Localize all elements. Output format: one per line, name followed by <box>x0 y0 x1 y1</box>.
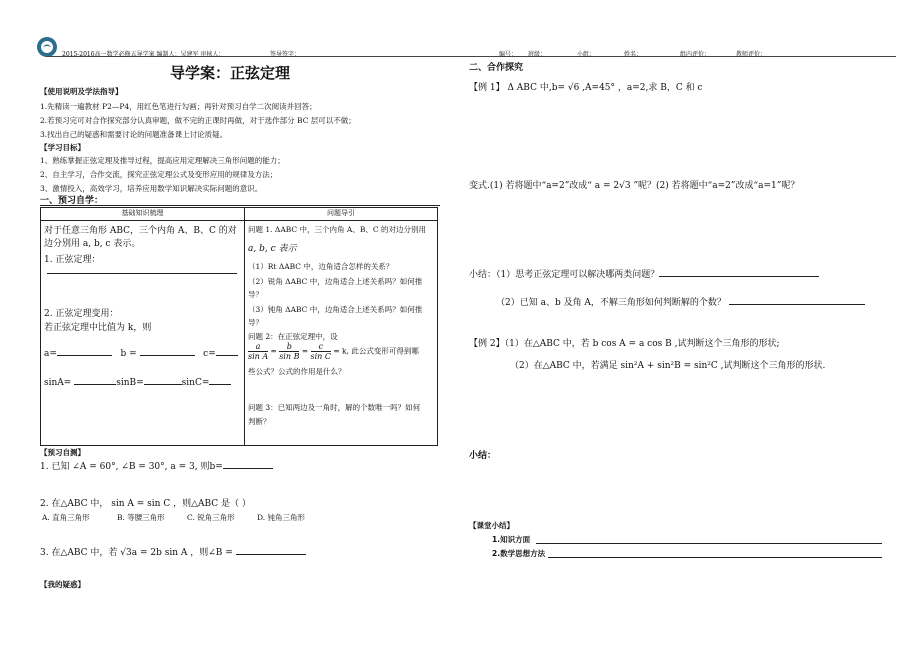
summary-1b: （2）已知 a、b 及角 A，不解三角形如何判断解的个数？ <box>496 298 726 308</box>
question1-sub1: （1）Rt ΔABC 中，边角适合怎样的关系？ <box>248 262 394 271</box>
question1-sub2: （2）锐角 ΔABC 中，边角适合上述关系吗？如何推 <box>248 277 423 286</box>
label-c: c= <box>203 349 216 359</box>
class-summary-item-2-line[interactable] <box>548 557 882 558</box>
header-group-eval-label: 组内评价： <box>680 51 711 58</box>
selftest-q2: 2. 在△ABC 中， sin A = sin C ，则△ABC 是（ ） <box>40 499 251 509</box>
selftest-q3: 3. 在△ABC 中，若 √3a = 2b sin A ，则∠B = <box>40 548 233 558</box>
col-header-knowledge: 基础知识梳理 <box>41 208 245 221</box>
frac-c-num: c <box>311 342 331 352</box>
selftest-q2-option-d[interactable]: D. 钝角三角形 <box>257 513 306 522</box>
blank-sinB[interactable] <box>144 376 182 385</box>
blank-b[interactable] <box>140 347 195 356</box>
questions-cell <box>245 221 438 446</box>
question1-sub3-cont: 导？ <box>248 318 263 327</box>
frac-a-num: a <box>248 342 268 352</box>
header-group-label: 小组： <box>577 51 596 58</box>
selftest-q2-option-b[interactable]: B. 等腰三角形 <box>117 513 165 522</box>
header-teacher-eval-label: 教师评价： <box>736 51 767 58</box>
knowledge-cell <box>41 221 245 446</box>
question1-line-a: 问题 1. ΔABC 中，三个内角 A、B、C 的对边分别用 <box>248 225 426 234</box>
header-number-label: 编号： <box>499 51 518 58</box>
preview-heading-rule <box>40 205 440 206</box>
selftest-q3-blank[interactable] <box>236 546 306 555</box>
summary-1-blank[interactable] <box>659 268 819 277</box>
blank-sinA[interactable] <box>74 376 116 385</box>
label-a: a= <box>44 349 57 359</box>
preview-heading: 一、预习自学： <box>40 196 104 206</box>
frac-b-den: sin B <box>279 352 300 361</box>
doubts-heading: 【我的疑惑】 <box>40 580 85 589</box>
frac-c-den: sin C <box>310 352 331 361</box>
label-sinC: sinC= <box>181 378 210 388</box>
variant-question: 变式.(1) 若将题中“a=2”改成“ a = 2√3 ”呢？(2) 若将题中“a=2”改成“a=1”呢？ <box>469 181 800 191</box>
label-sinB: sinB= <box>116 378 144 388</box>
summary-1: 小结：（1）思考正弦定理可以解决哪两类问题？ <box>469 270 660 280</box>
header-class-label: 班级： <box>528 51 547 58</box>
knowledge-intro-1: 对于任意三角形 ABC，三个内角 A、B、C 的对 <box>44 226 237 236</box>
usage-item-3: 3.找出自己的疑惑和需要讨论的问题准备课上讨论质疑。 <box>40 130 228 139</box>
class-summary-heading: 【课堂小结】 <box>469 521 514 530</box>
question2-line-c: 些公式？公式的作用是什么？ <box>248 367 346 376</box>
inquiry-heading: 二、合作探究 <box>469 63 524 73</box>
knowledge-q1: 1. 正弦定理： <box>44 255 101 265</box>
question1-line-b: a, b, c 表示 <box>248 244 297 254</box>
frac-b-num: b <box>279 342 299 352</box>
header-left-info: 2015-2016高一数学必修五导学案 编制人：吴建军 审核人： <box>62 51 225 58</box>
summary-2: 小结： <box>469 451 497 461</box>
question1-sub3: （3）钝角 ΔABC 中，边角适合上述关系吗？如何推 <box>248 305 423 314</box>
goals-heading: 【学习目标】 <box>40 143 85 152</box>
usage-item-2: 2.若预习完可对合作探究部分认真审题，做不完的正课时再做，对于选作部分 BC 层可以不做； <box>40 116 356 125</box>
class-summary-item-1: 1.知识方面 <box>492 535 531 544</box>
selftest-q2-option-c[interactable]: C. 锐角三角形 <box>187 513 235 522</box>
selftest-q1: 1. 已知 ∠A = 60°, ∠B = 30°, a = 3, 则b= <box>40 462 223 472</box>
frac-a-den: sin A <box>248 352 269 361</box>
blank-a[interactable] <box>57 347 112 356</box>
header-sign-label: 签导签字： <box>270 51 301 58</box>
question3-line-a: 问题 3：已知两边及一角时，解的个数唯一吗？如何 <box>248 403 421 412</box>
knowledge-q2: 2. 正弦定理变用： <box>44 309 119 319</box>
example-2b: （2）在△ABC 中，若满足 sin²A + sin²B = sin²C ,试判断这个三角形的形状. <box>510 361 826 371</box>
selftest-q2-option-a[interactable]: A. 直角三角形 <box>42 513 90 522</box>
goals-item-1: 1、熟练掌握正弦定理及推导过程，提高应用定理解决三角形问题的能力； <box>40 156 285 165</box>
school-logo-icon <box>36 36 58 58</box>
knowledge-q1-answer-line[interactable] <box>47 273 237 274</box>
blank-sinC[interactable] <box>209 376 231 385</box>
selftest-heading: 【预习自测】 <box>40 448 85 457</box>
class-summary-item-1-line[interactable] <box>536 543 882 544</box>
class-summary-item-2: 2.数学思想方法 <box>492 549 546 558</box>
usage-heading: 【使用说明及学法指导】 <box>40 87 123 96</box>
question2-line-a: 问题 2：在正弦定理中，设 <box>248 332 338 341</box>
question3-line-b: 判断？ <box>248 417 271 426</box>
usage-item-1: 1.先精读一遍教材 P2—P4，用红色笔进行勾画；再针对预习自学二次阅读并回答； <box>40 102 317 111</box>
example-2a: 【例 2】（1）在△ABC 中，若 b cos A = a cos B ,试判断这个三角形的形状; <box>469 339 780 349</box>
label-sinA: sinA= <box>44 378 72 388</box>
goals-item-3: 3、激情投入，高效学习，培养应用数学知识解决实际问题的意识。 <box>40 184 263 193</box>
preview-table <box>40 207 438 446</box>
question2-formula: $\frac{a}{\text{sin A}}$ = $\frac{b}{\text{sin B}}$ = $\frac{c}{\text{sin C}}$ = k, 此公式变形可得到哪 <box>248 342 419 361</box>
summary-1b-blank[interactable] <box>729 296 865 305</box>
blank-c[interactable] <box>216 347 238 356</box>
selftest-q1-blank[interactable] <box>223 460 273 469</box>
label-b: b = <box>120 349 137 359</box>
header-name-label: 姓名： <box>624 51 643 58</box>
goals-item-2: 2、自主学习，合作交流，探究正弦定理公式及变形应用的规律及方法； <box>40 170 278 179</box>
question2-line-b: = k, 此公式变形可得到哪 <box>333 346 419 356</box>
example-1: 【例 1】 Δ ABC 中,b= √6 ,A=45° ，a=2,求 B，C 和 c <box>469 83 703 93</box>
knowledge-q2b: 若正弦定理中比值为 k，则 <box>44 323 152 333</box>
knowledge-intro-2: 边分别用 a, b, c 表示。 <box>44 239 141 249</box>
col-header-questions: 问题导引 <box>245 208 438 221</box>
question1-sub2-cont: 导？ <box>248 290 263 299</box>
page-title: 导学案：正弦定理 <box>169 64 290 82</box>
